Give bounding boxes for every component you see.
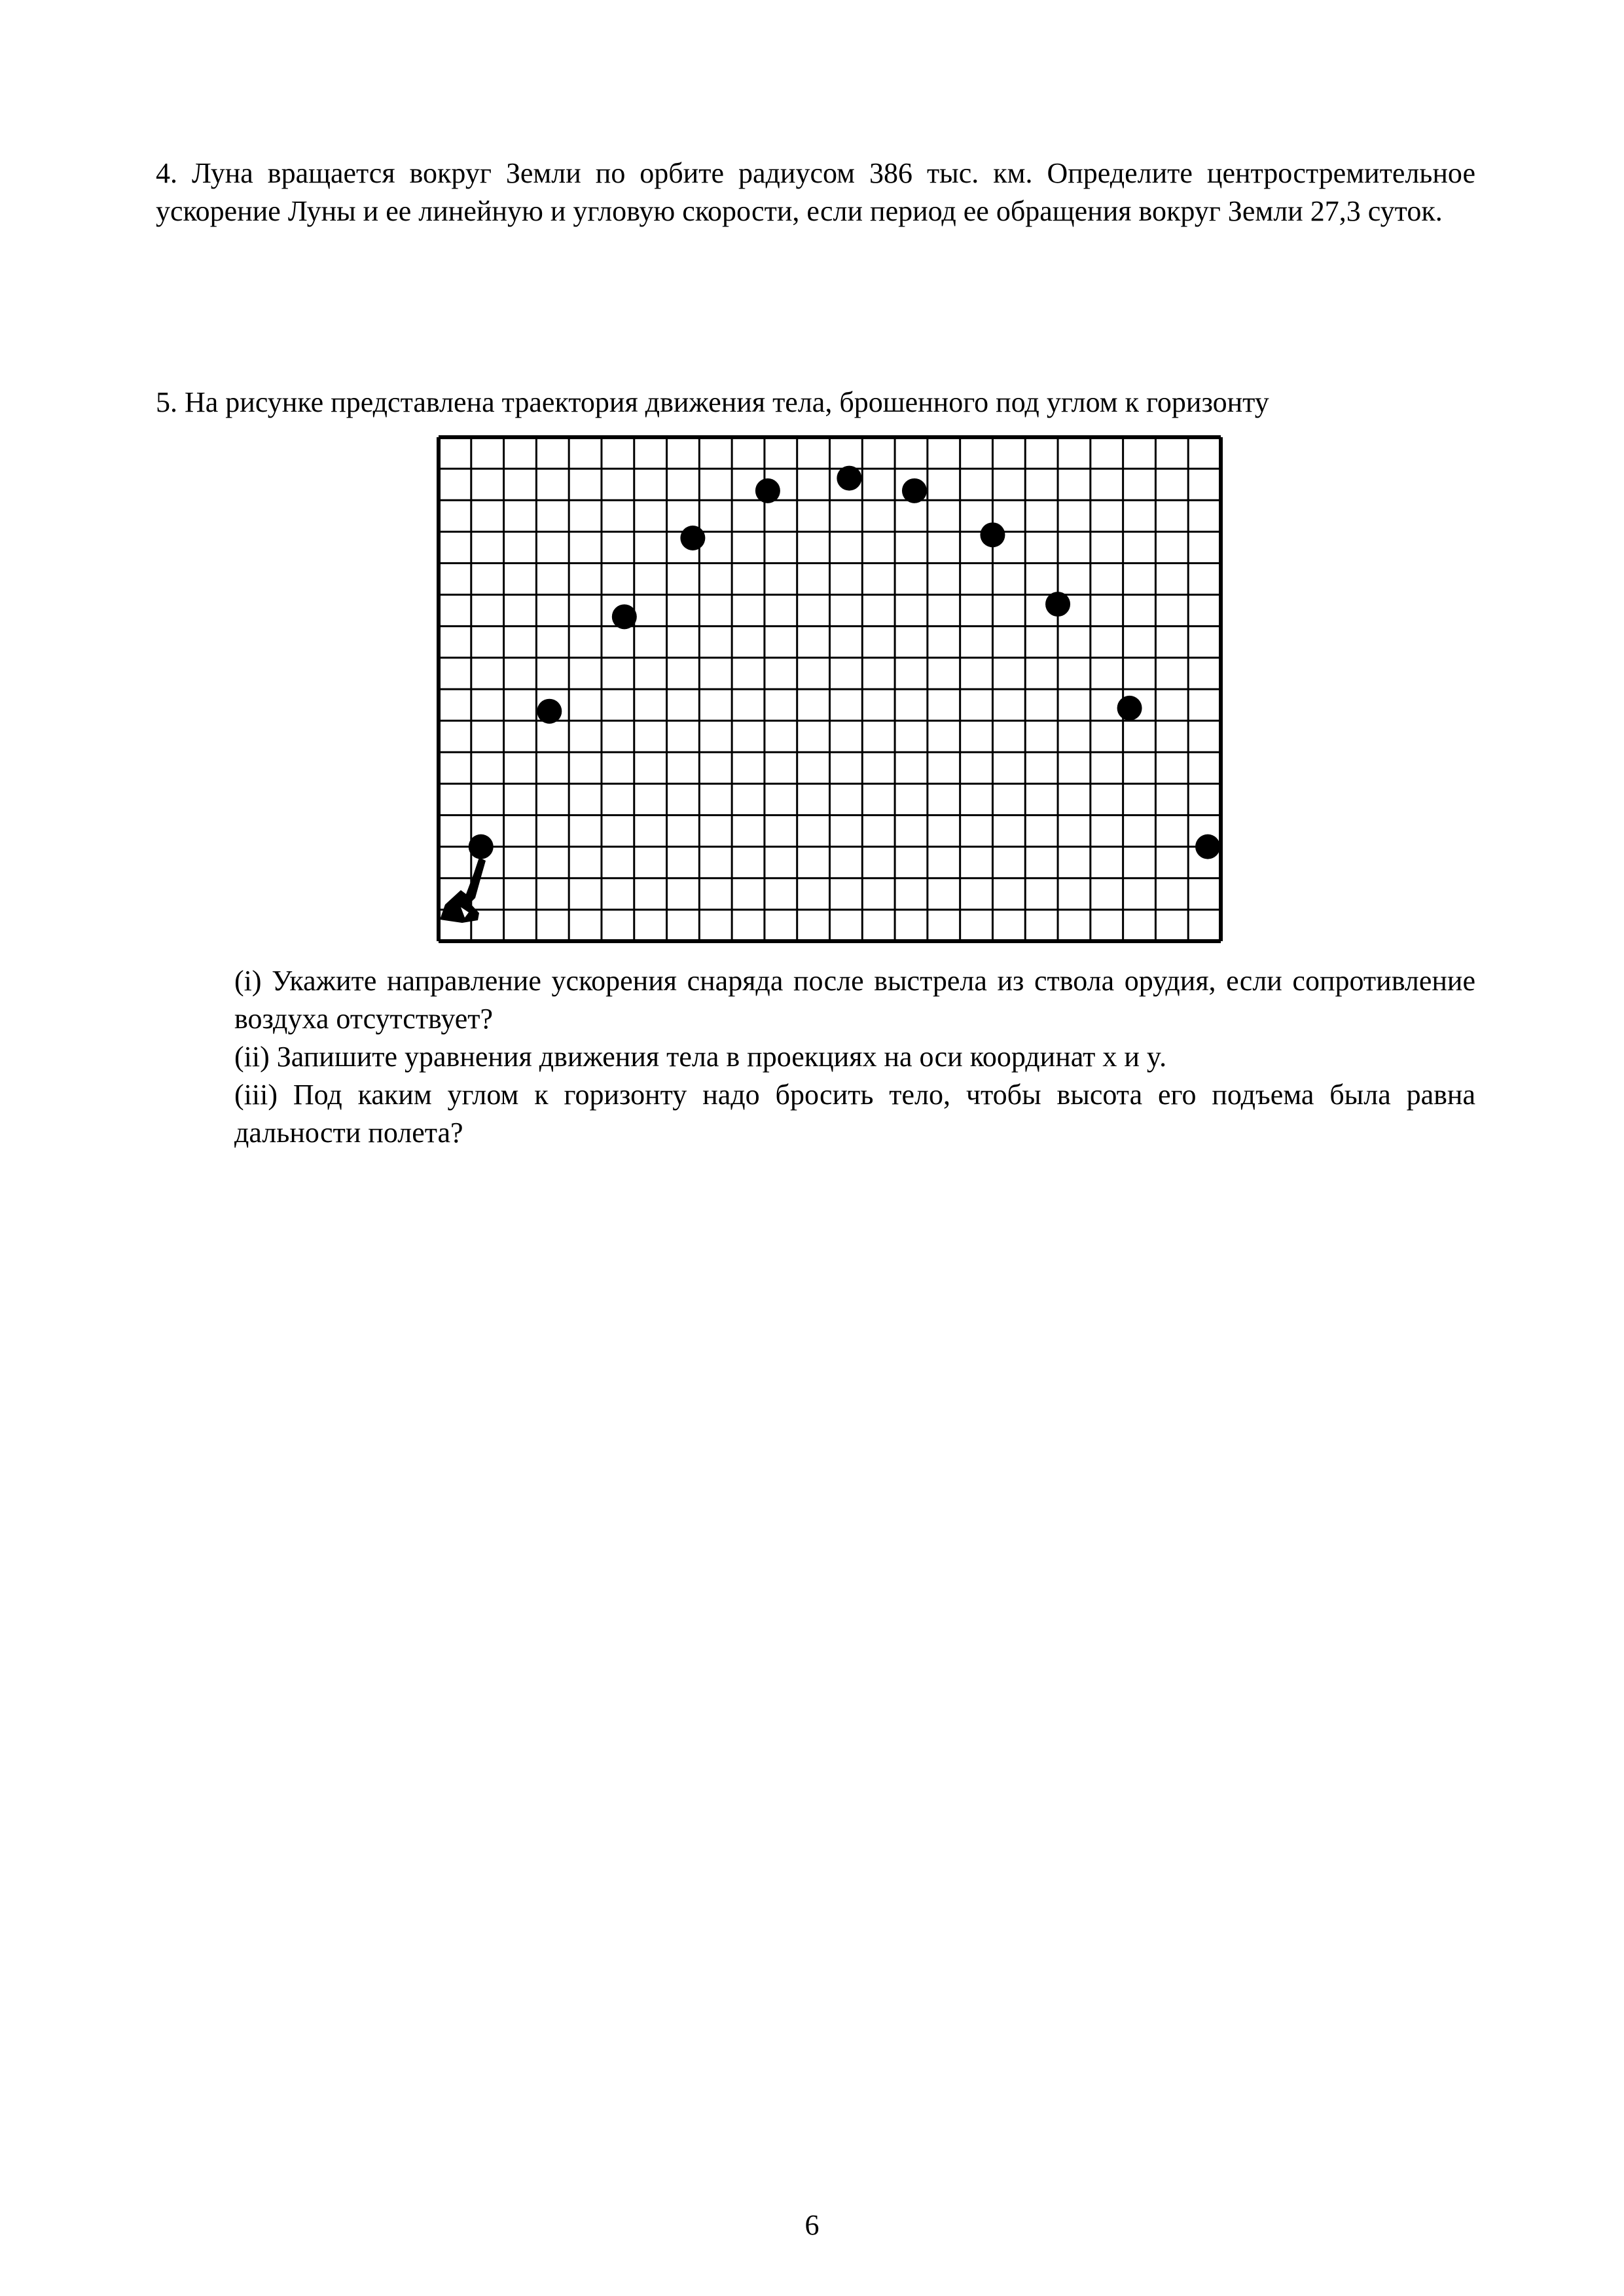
trajectory-point [469,834,494,859]
question-i: (i) Укажите направление ускорения снаряда после выстрела из ствола орудия, если сопротивление воздуха отсутствует? [234,965,1475,1035]
trajectory-point [1045,592,1070,617]
trajectory-point [837,466,861,491]
grid [439,437,1221,941]
question-ii: (ii) Запишите уравнения движения тела в проекциях на оси координат x и y. [234,1041,1167,1073]
task-4-text: 4. Луна вращается вокруг Земли по орбите радиусом 386 тыс. км. Определите центростремительное ускорение Луны и ее линейную и угловую скорости, если период ее обращения вокруг Земли 27,3 суток. [156,157,1475,227]
trajectory-point [612,604,637,629]
task-5-questions [234,962,1475,1152]
trajectory-point [1117,696,1142,721]
task-5-text: 5. На рисунке представлена траектория движения тела, брошенного под углом к горизонту [156,386,1269,418]
trajectory-point [680,526,705,550]
trajectory-figure [432,432,1227,949]
trajectory-point [980,522,1005,547]
page-number: 6 [804,2209,820,2241]
trajectory-point [1195,834,1220,859]
trajectory-point [537,699,562,724]
trajectory-point [902,478,927,503]
cannon-icon [440,857,486,923]
trajectory-points [469,466,1220,859]
trajectory-point [755,478,780,503]
question-iii: (iii) Под каким углом к горизонту надо бросить тело, чтобы высота его подъема была равна дальности полета? [234,1079,1475,1149]
